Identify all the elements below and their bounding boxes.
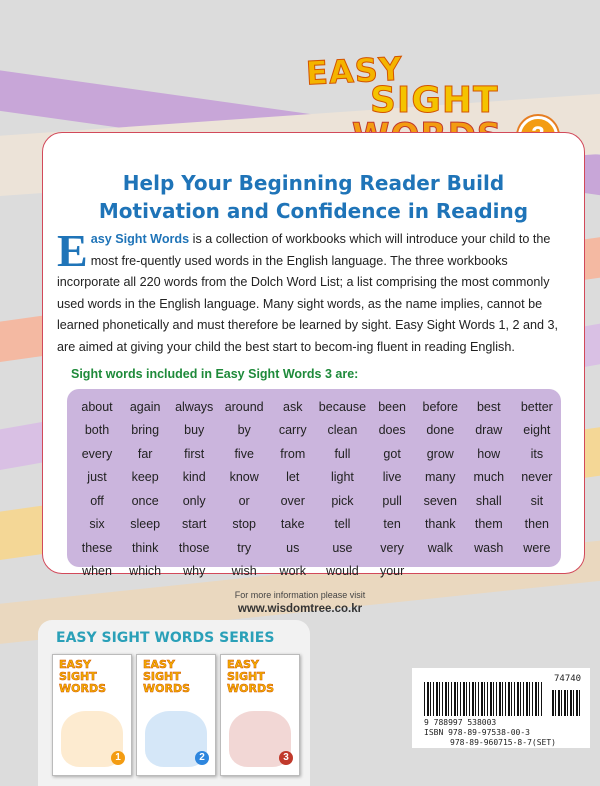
sight-word: why [183,564,206,579]
sight-word: been [378,399,407,414]
book-title-line: WORDS [227,682,275,695]
word-row [73,442,561,466]
sight-word: only [182,493,206,508]
sight-word: those [178,540,210,555]
sight-word-grid [67,389,561,579]
barcode-digits: 9 788997 538003 [424,718,497,727]
isbn-line-1: ISBN 978-89-97538-00-3 [424,728,530,737]
sight-word: us [286,540,300,555]
word-list-title: Sight words included in Easy Sight Words 3 are: [71,367,359,381]
headline-line-1: Help Your Beginning Reader Build [122,171,505,195]
sight-word: every [81,446,113,461]
website-url: www.wisdomtree.co.kr [237,603,363,615]
sight-word: or [238,493,250,508]
sight-word: six [89,517,105,532]
sight-word: live [382,470,402,485]
sight-word: pick [331,493,354,508]
sight-word: pull [382,493,402,508]
sight-word: sit [530,493,544,508]
book-number-badge: 2 [195,751,209,765]
headline [43,169,584,225]
sight-word: over [280,493,305,508]
word-row [73,489,561,513]
sight-word: were [523,540,551,555]
series-book-cover [136,654,216,776]
sight-word: which [129,564,162,579]
sight-word: keep [131,470,159,485]
sight-word: wash [474,540,504,555]
sight-word: off [90,493,104,508]
sight-word: ask [283,399,303,414]
sight-word: about [81,399,113,414]
book-number-badge: 1 [111,751,125,765]
sight-word: would [326,564,359,579]
sight-word: let [286,470,300,485]
sight-word: use [332,540,353,555]
logo-easy: EASY [305,49,404,93]
series-box [38,620,310,786]
sight-word: ten [383,517,401,532]
sight-word: its [530,446,544,461]
book-title-line: SIGHT [143,670,181,683]
book-title [137,655,215,695]
sight-word: shall [475,493,502,508]
sight-word: thank [424,517,456,532]
sight-word: stop [232,517,256,532]
sight-word: sleep [130,517,161,532]
sight-word: how [477,446,501,461]
sight-word: got [383,446,401,461]
sight-word: very [380,540,404,555]
sight-word: five [234,446,254,461]
book-number-badge: 3 [279,751,293,765]
sight-word: eight [523,423,551,438]
sight-word: try [237,540,252,555]
sight-word [513,560,561,584]
intro-body: is a collection of workbooks which will introduce your child to the most fre-quently used words in the English language. The three workbooks incorporate all 220 words from the Dolch Word List; a list comprising the most commonly used words in the English language. Many sight words, as the name implies, cannot be learned phonetically and must therefore be learned by sight. Easy Sight Words 1, 2 and 3, are aimed at giving your child the best start to becom-ing fluent in reading English. [57,232,559,354]
sight-word: these [81,540,113,555]
sight-word: never [521,470,553,485]
word-row [73,419,561,443]
sight-word: does [378,423,406,438]
series-book-cover [220,654,300,776]
sight-word: best [476,399,501,414]
barcode-bars [424,682,544,716]
sight-word: better [520,399,553,414]
sight-word: think [131,540,159,555]
barcode-area [412,668,590,748]
sight-word: once [131,493,159,508]
sight-word: take [280,517,305,532]
book-title [53,655,131,695]
book-title-line: EASY [227,658,259,671]
drop-cap: E [57,225,88,276]
sight-word: light [330,470,354,485]
word-row [73,395,561,419]
price-code: 74740 [554,674,582,684]
sight-word: know [229,470,259,485]
sight-word: around [224,399,264,414]
sight-word: then [524,517,550,532]
book-title-line: WORDS [143,682,191,695]
sight-word: from [280,446,306,461]
sight-word: draw [475,423,503,438]
book-title-line: WORDS [59,682,107,695]
sight-word: when [82,564,112,579]
sight-word: start [182,517,207,532]
book-title [221,655,299,695]
series-book-cover [52,654,132,776]
sight-word: them [474,517,503,532]
sight-word: kind [182,470,206,485]
brand-name: asy Sight Words [90,232,190,246]
headline-line-2: Motivation and Confidence in Reading [98,199,529,223]
word-row [73,513,561,537]
sight-word: always [175,399,214,414]
book-title-line: EASY [59,658,91,671]
barcode-addon [552,690,580,716]
sight-word: walk [427,540,453,555]
sight-word: many [424,470,456,485]
sight-word: carry [278,423,307,438]
word-table [73,395,561,583]
isbn-line-2: 978-89-960715-8-7(SET) [450,738,556,747]
sight-word: both [84,423,110,438]
sight-word: clean [327,423,358,438]
sight-word: seven [423,493,457,508]
sight-word: done [426,423,455,438]
sight-word: bring [131,423,160,438]
intro-paragraph [57,225,571,358]
sight-word: by [237,423,251,438]
sight-word: tell [334,517,351,532]
sight-word: full [334,446,351,461]
info-text: For more information please visit [234,590,366,600]
word-row [73,536,561,560]
sight-word [416,560,465,584]
sight-word: before [422,399,458,414]
sight-word: first [184,446,205,461]
sight-word: buy [184,423,205,438]
book-title-line: EASY [143,658,175,671]
sight-word: because [318,399,367,414]
sight-word: far [137,446,153,461]
series-title: EASY SIGHT WORDS SERIES [56,630,275,646]
sight-word: grow [426,446,454,461]
sight-word: again [129,399,161,414]
description-panel [42,132,585,579]
word-row [73,560,561,584]
sight-word [465,560,513,584]
logo-sight: SIGHT [370,80,499,121]
sight-word: just [87,470,107,485]
sight-word: much [473,470,505,485]
sight-word: your [379,564,405,579]
book-title-line: SIGHT [59,670,97,683]
sight-word: wish [231,564,257,579]
sight-word: work [279,564,306,579]
word-row [73,466,561,490]
book-title-line: SIGHT [227,670,265,683]
